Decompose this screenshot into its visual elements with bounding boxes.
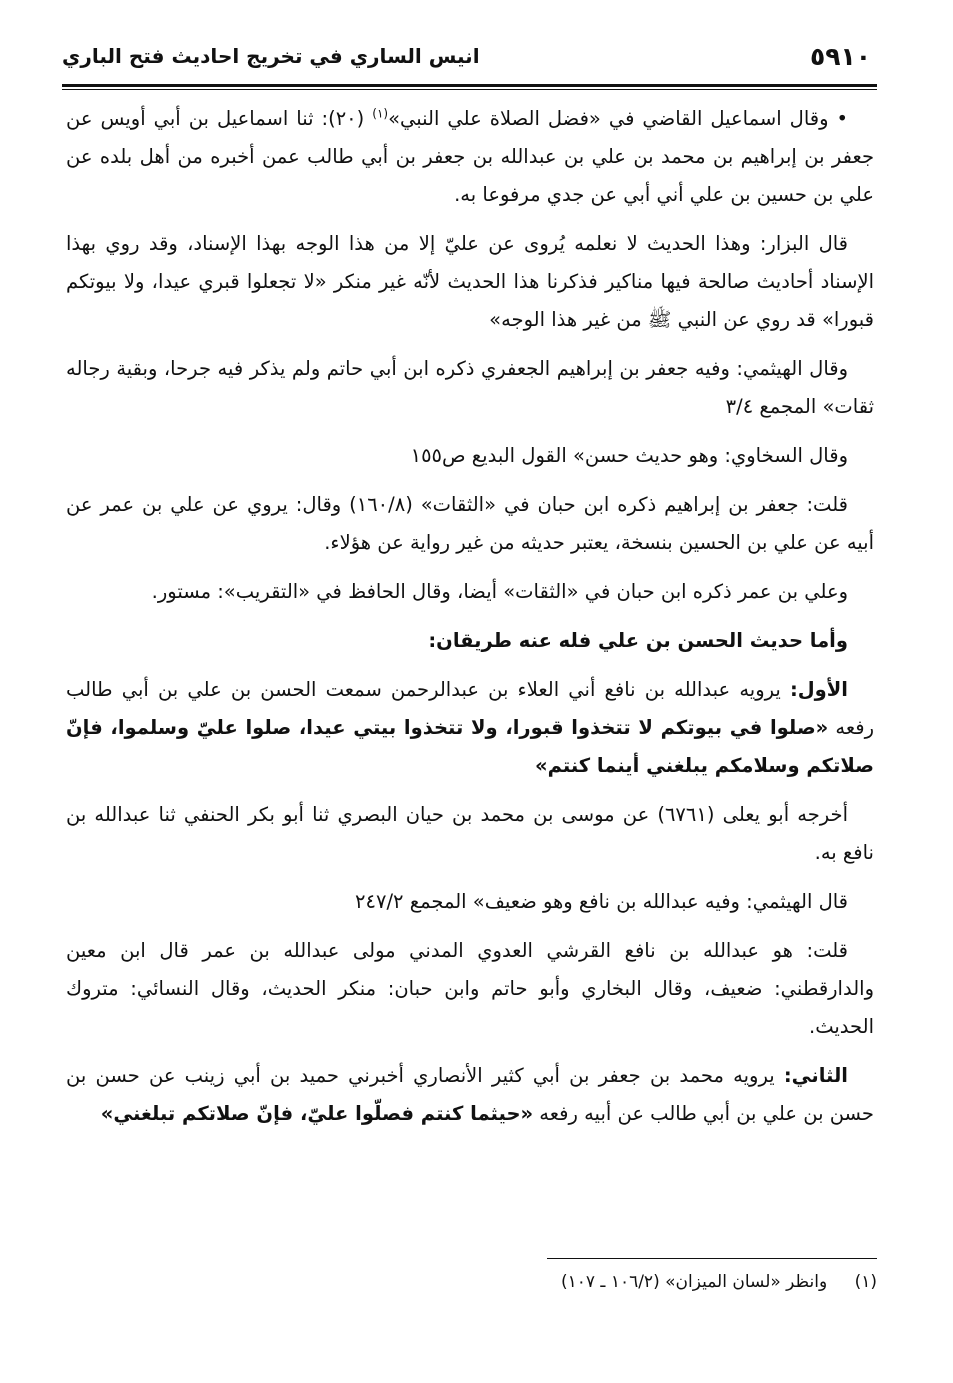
second-route-label: الثاني: [783,1064,848,1087]
paragraph-12 [66,1057,874,1133]
paragraph-5: قلت: جعفر بن إبراهيم ذكره ابن حبان في «الثقات» (١٦٠/٨) وقال: يروي عن علي بن عمر عن أبيه عن علي بن الحسين بنسخة، يعتبر حديثه من غير رواية عن هؤلاء. [66,493,874,554]
footnote-text: وانظر «لسان الميزان» (١٠٦/٢ ـ ١٠٧) [560,1272,828,1292]
paragraph-1-intro: • وقال اسماعيل القاضي في «فضل الصلاة علي النبي» [388,107,849,130]
section-heading: وأما حديث الحسن بن علي فله عنه طريقان: [428,629,848,652]
footnote-number: (١) [854,1272,877,1292]
running-title: انيس الساري في تخريج احاديث فتح الباري [62,44,480,68]
page-number: ٥٩١٠ [809,42,871,71]
paragraph-6: وعلي بن عمر ذكره ابن حبان في «الثقات» أيضا، وقال الحافظ في «التقريب»: مستور. [151,580,848,603]
second-route-text: يرويه محمد بن جعفر بن أبي كثير الأنصاري أخبرني حميد بن أبي زينب عن حسن بن حسن بن علي بن أبي طالب عن أبيه رفعه [66,1064,874,1125]
footnote-ref[interactable]: (١) [372,106,389,121]
paragraph-11: قلت: هو عبدالله بن نافع القرشي العدوي المدني مولى عبدالله بن عمر قال ابن معين والدارقطني: ضعيف، وقال البخاري وأبو حاتم وابن حبان: منكر الحديث، وقال النسائي: متروك الحديث. [66,939,874,1038]
paragraph-8 [66,671,874,785]
second-route-hadith: «حيثما كنتم فصلّوا عليّ، فإنّ صلاتكم تبلغني» [100,1102,534,1125]
first-route-hadith: «صلوا في بيوتكم لا تتخذوا قبورا، ولا تتخذوا بيتي عيدا، صلوا عليّ وسلموا، فإنّ صلاتكم وسلامكم يبلغني أينما كنتم» [66,716,874,777]
paragraph-1-rest: (٢٠): ثنا اسماعيل بن أبي أويس عن جعفر بن إبراهيم بن محمد بن علي بن عبدالله بن جعفر بن أبي طالب عمن أخبره من أهل بلده عن علي بن حسين بن علي أني أبي عن جدي مرفوعا به. [66,107,874,206]
first-route-label: الأول: [789,678,848,701]
main-text [66,100,874,1144]
paragraph-3: وقال الهيثمي: وفيه جعفر بن إبراهيم الجعفري ذكره ابن أبي حاتم ولم يذكر فيه جرحا، وبقية رجاله ثقات» المجمع ٣/٤ [66,357,874,418]
footnote [561,1272,877,1292]
first-route-text: يرويه عبدالله بن نافع أني العلاء بن عبدالرحمن سمعت الحسن بن علي بن أبي طالب رفعه [66,678,874,739]
paragraph-10: قال الهيثمي: وفيه عبدالله بن نافع وهو ضعيف» المجمع ٢٤٧/٢ [355,890,848,913]
paragraph-4: وقال السخاوي: وهو حديث حسن» القول البديع ص١٥٥ [410,444,848,467]
paragraph-9: أخرجه أبو يعلى (٦٧٦١) عن موسى بن محمد بن حيان البصري ثنا أبو بكر الحنفي ثنا عبدالله بن نافع به. [66,803,874,864]
paragraph-2: قال البزار: وهذا الحديث لا نعلمه يُروى عن عليّ إلا من هذا الوجه بهذا الإسناد، وقد روي بهذا الإسناد أحاديث صالحة فيها مناكير فذكرنا هذا الحديث لأنّه غير منكر «لا تجعلوا قبري عيدا، ولا بيوتكم قبورا» قد روي عن النبي ﷺ من غير هذا الوجه» [66,232,874,331]
header-rule [62,84,877,90]
paragraph-1 [66,100,874,214]
page-header [62,38,877,82]
footnote-separator [547,1258,877,1259]
